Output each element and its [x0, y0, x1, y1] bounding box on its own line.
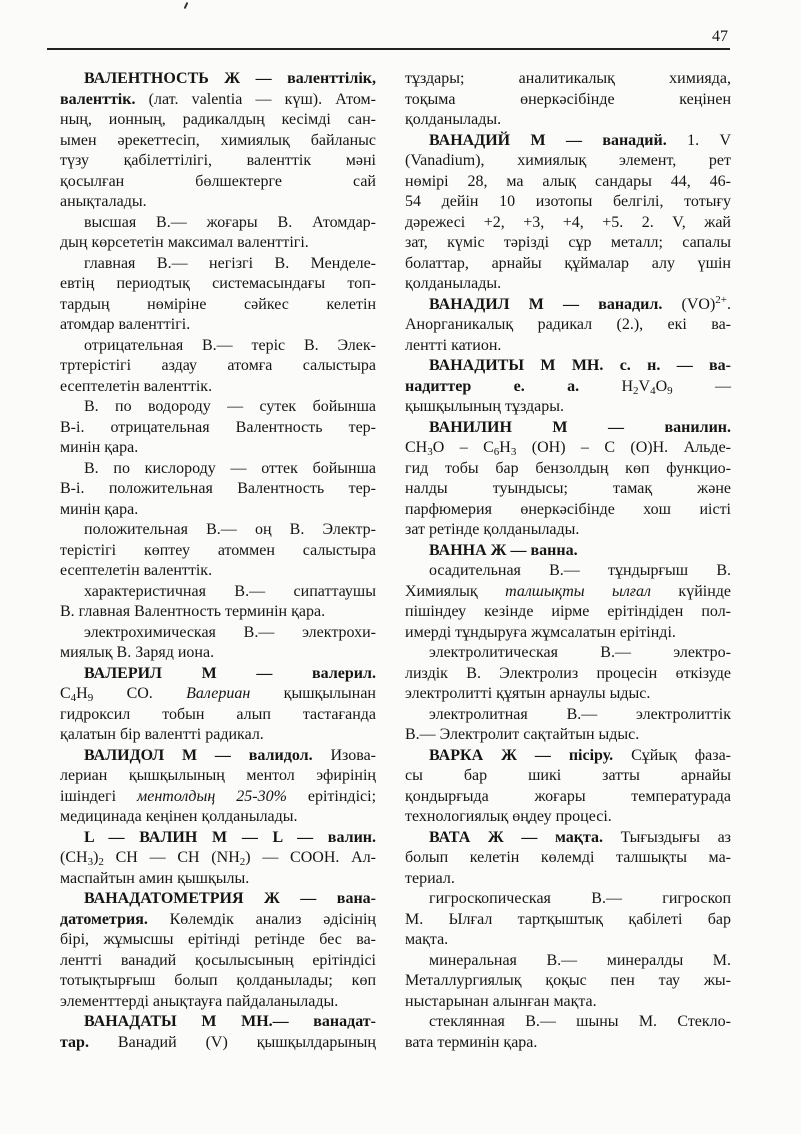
entry-text: қалатын бір валентті радикал. [60, 726, 264, 743]
entry-text: налды туындысы; тамақ және [405, 480, 731, 497]
subscript: 3 [510, 446, 517, 458]
entry-text: . [727, 295, 732, 313]
entry-text: лериан қышқылының ментол эфирінің [60, 767, 376, 784]
entry-text: тардың нөміріне сәйкес келетін [60, 295, 376, 313]
entry-line [60, 192, 376, 213]
entry-text: гигроскопическая В.— гигроскоп [429, 890, 731, 907]
entry-text: H [76, 685, 88, 702]
entry-text: CH [405, 439, 428, 456]
entry-line [60, 889, 376, 910]
entry-text: зат ретінде қолданылады. [405, 521, 580, 538]
entry-line [60, 725, 376, 746]
entry-text: 1. V [666, 131, 732, 149]
entry-line [60, 684, 376, 705]
entry-text: электролитная В.— электролиттік [429, 705, 731, 723]
entry-text: минін қара. [60, 500, 139, 518]
entry-text: элементтерді анықтауға пайдаланылады. [60, 992, 339, 1010]
entry-text: В. по водороду — сутек бойынша [84, 398, 376, 415]
entry-line [405, 254, 731, 275]
entry-text: электролитическая В.— электро- [429, 644, 731, 661]
dictionary-entry [405, 418, 731, 541]
entry-line [60, 213, 376, 234]
entry-text: сы бар шикі затты арнайы [405, 767, 731, 784]
dictionary-entry [405, 295, 731, 357]
entry-line [405, 438, 731, 459]
entry-text: Химиялық [405, 582, 506, 600]
entry-line [405, 992, 731, 1013]
right-column [405, 69, 731, 1053]
entry-line [405, 233, 731, 254]
entry-line [405, 479, 731, 500]
entry-text: — [672, 377, 731, 395]
entry-line [405, 459, 731, 480]
entry-line [60, 828, 376, 849]
headword-text: ВАНАДИТЫ М МН. с. н. — ва- [429, 357, 731, 374]
entry-line [405, 561, 731, 582]
entry-text: (лат. valentia — күш). Атом- [135, 90, 376, 108]
entry-line [405, 397, 731, 418]
entry-text: қышқылының тұздары. [405, 398, 564, 415]
entry-text: медицинада кеңінен қолданылады. [60, 808, 298, 825]
entry-line [405, 192, 731, 213]
dictionary-entry [405, 705, 731, 746]
entry-text: гид тобы бар бензолдың көп функцио- [405, 459, 731, 477]
entry-text: лиздік В. Электролиз процесін өткізуде [405, 664, 731, 682]
entry-text: ерітіндісі; [286, 787, 377, 805]
entry-text: высшая В.— жоғары В. Атомдар- [84, 213, 376, 231]
dictionary-entry [405, 643, 731, 705]
dictionary-entry [60, 213, 376, 254]
dictionary-entry [60, 397, 376, 459]
headword-text: ВАЛЕНТНОСТЬ Ж — валенттілік, [84, 70, 376, 87]
entry-line [405, 295, 731, 316]
entry-text: CO. [93, 685, 187, 702]
entry-text: главная В.— негізгі В. Менделе- [84, 254, 376, 272]
subscript: 9 [87, 692, 94, 704]
subscript: 2 [98, 856, 104, 868]
entry-text: бірі, жұмысшы ерітінді ретінде бес ва- [60, 931, 376, 948]
dictionary-entry [405, 561, 731, 643]
entry-text: В. по кислороду — оттек бойынша [84, 459, 376, 477]
entry-line [60, 254, 376, 275]
entry-text: анықталады. [60, 193, 147, 210]
entry-text: есептелетін валенттік. [60, 562, 213, 579]
dictionary-entry [60, 746, 376, 828]
dictionary-entry [405, 131, 731, 295]
entry-text: (VO) [662, 295, 716, 313]
headword-text: датометрия. [60, 910, 148, 928]
entry-text: V [638, 377, 651, 395]
dictionary-entry [405, 828, 731, 890]
entry-text: Анорганикалық радикал (2.), екі ва- [405, 316, 731, 333]
entry-line [405, 315, 731, 336]
page-number: 47 [712, 28, 728, 45]
entry-text: миялық В. Заряд иона. [60, 644, 215, 661]
entry-line [405, 418, 731, 439]
entry-line [405, 705, 731, 726]
entry-line [405, 336, 731, 357]
headword-text: ВАЛИДОЛ М — валидол. [84, 746, 313, 764]
headword-text: ВАНАДИЛ М — ванадил. [429, 295, 663, 313]
entry-line [60, 131, 376, 152]
entry-text: C [60, 685, 71, 702]
entry-text: терістігі көптеу атоммен салыстыра [60, 541, 376, 559]
entry-line [60, 233, 376, 254]
entry-text: маспайтын амин қышқылы. [60, 869, 250, 887]
entry-line [405, 684, 731, 705]
entry-line [60, 992, 376, 1013]
entry-text: O – C [432, 439, 494, 456]
entry-line [405, 623, 731, 644]
italic-text: талшықты ылғал [505, 582, 652, 600]
entry-text: 54 дейін 10 изотопы белгілі, тотығу [405, 193, 731, 210]
entry-text: ның, ионның, радикалдың кесімді сан- [60, 111, 376, 128]
entry-line [405, 110, 731, 131]
entry-line [60, 951, 376, 972]
entry-line [60, 705, 376, 726]
entry-line [60, 274, 376, 295]
entry-text: тотықтырғыш болып қолданылады; көп [60, 972, 376, 989]
entry-text: минеральная В.— минералды М. [429, 951, 731, 969]
entry-text: В. главная Валентность терминін қара. [60, 603, 326, 620]
entry-line [60, 295, 376, 316]
entry-line [405, 520, 731, 541]
entry-line [405, 356, 731, 377]
entry-line [405, 1012, 731, 1033]
entry-line [60, 664, 376, 685]
entry-text: лентті ванадий қосылысының ерітіндісі [60, 951, 376, 969]
dictionary-entry [60, 623, 376, 664]
entry-text: қолданылады. [405, 111, 502, 128]
entry-text: тоқыма өнеркәсібінде кеңінен [405, 90, 731, 108]
left-column [60, 69, 376, 1053]
subscript: 2 [633, 384, 639, 397]
entry-text: минін қара. [60, 439, 139, 456]
entry-text: нөмірі 28, ма алық сандары 44, 46- [405, 172, 731, 190]
italic-text: Валериан [186, 685, 251, 702]
entry-text: қосылған бөлшектерге сай [60, 172, 376, 190]
subscript: 4 [70, 692, 77, 704]
scan-mark [184, 2, 189, 9]
entry-line [60, 787, 376, 808]
entry-line [405, 766, 731, 787]
entry-text: ) — COOH. Ал- [245, 849, 377, 866]
entry-line [405, 213, 731, 234]
dictionary-entry [405, 889, 731, 951]
entry-line [60, 397, 376, 418]
dictionary-entry [60, 254, 376, 336]
italic-text: ментолдың 25-30% [137, 787, 287, 805]
headword-text: тар. [60, 1033, 89, 1051]
entry-line [60, 1012, 376, 1033]
entry-line [60, 110, 376, 131]
entry-text: Изова- [312, 746, 376, 764]
headword-text: ВАНИЛИН М — ванилин. [429, 418, 731, 436]
entry-line [405, 69, 731, 90]
entry-text: болып келетін көлемді талшықты ма- [405, 849, 731, 866]
entry-text: түзу қабілеттілігі, валенттік мәні [60, 152, 376, 169]
entry-line [405, 869, 731, 890]
entry-line [405, 151, 731, 172]
headword-text: ВАНАДИЙ М — ванадий. [429, 131, 667, 149]
entry-text: ымен әрекеттесіп, химиялық байланыс [60, 131, 376, 149]
dictionary-entry [405, 1012, 731, 1053]
entry-text: тұздары; аналитикалық химияда, [405, 70, 731, 87]
entry-line [405, 664, 731, 685]
subscript: 9 [667, 384, 673, 397]
entry-text: М. Ылғал тартқыштық қабілеті бар [405, 910, 731, 928]
entry-line [60, 500, 376, 521]
entry-line [405, 746, 731, 767]
entry-line [60, 336, 376, 357]
headword-text: валенттік. [60, 90, 136, 108]
entry-line [405, 848, 731, 869]
entry-line [405, 807, 731, 828]
entry-text: стеклянная В.— шыны М. Стекло- [429, 1013, 731, 1030]
entry-text: O [655, 377, 668, 395]
entry-line [60, 315, 376, 336]
entry-line [60, 172, 376, 193]
entry-text: CH — CH (NH [103, 849, 240, 866]
entry-line [405, 582, 731, 603]
entry-text: дәрежесі +2, +3, +4, +5. 2. V, жай [405, 213, 731, 231]
dictionary-entry [405, 69, 731, 131]
entry-text: қышқылынан [250, 685, 376, 702]
dictionary-entry [60, 582, 376, 623]
entry-text: Ванадий (V) қышқылдарының [88, 1033, 376, 1051]
entry-line [60, 623, 376, 644]
entry-text: болаттар, арнайы құймалар алу үшін [405, 254, 731, 272]
entry-text: дың көрсететін максимал валенттігі. [60, 234, 309, 251]
entry-text: Сұйық фаза- [613, 746, 732, 764]
entry-line [405, 602, 731, 623]
entry-line [60, 377, 376, 398]
entry-line [60, 1033, 376, 1054]
entry-text: Тығыздығы аз [603, 828, 731, 846]
entry-text: отрицательная В.— теріс В. Элек- [84, 336, 376, 354]
entry-text: Көлемдік анализ әдісінің [147, 910, 376, 928]
entry-line [405, 828, 731, 849]
subscript: 4 [650, 384, 656, 397]
entry-text: териал. [405, 869, 455, 887]
entry-line [60, 643, 376, 664]
entry-text: ішіндегі [60, 787, 138, 805]
entry-text: H [579, 377, 633, 395]
dictionary-entry [60, 459, 376, 521]
entry-text: қондырғыда жоғары температурада [405, 787, 731, 805]
entry-line [405, 971, 731, 992]
entry-line [60, 356, 376, 377]
entry-text: тртерістігі аздау атомға салыстыра [60, 357, 376, 374]
entry-line [405, 377, 731, 398]
entry-line [60, 582, 376, 603]
entry-line [60, 746, 376, 767]
entry-line [60, 561, 376, 582]
entry-line [60, 869, 376, 890]
entry-text: имерді тұндыруға жұмсалатын ерітінді. [405, 623, 676, 641]
entry-line [60, 971, 376, 992]
subscript: 3 [87, 856, 94, 868]
entry-line [405, 1033, 731, 1054]
entry-text: электрохимическая В.— электрохи- [84, 623, 376, 641]
subscript: 3 [427, 446, 433, 458]
entry-text: технологиялық өңдеу процесі. [405, 808, 612, 825]
header-rule [47, 48, 730, 50]
entry-text: характеристичная В.— сипаттаушы [84, 582, 376, 600]
entry-line [60, 479, 376, 500]
dictionary-entry [405, 951, 731, 1013]
entry-text: осадительная В.— тұндырғыш В. [429, 562, 731, 579]
dictionary-entry [60, 1012, 376, 1053]
dictionary-entry [405, 541, 731, 562]
entry-line [405, 787, 731, 808]
entry-line [405, 274, 731, 295]
entry-text: H [499, 439, 511, 456]
entry-text: қолданылады. [405, 275, 502, 292]
entry-line [60, 848, 376, 869]
entry-line [60, 520, 376, 541]
subscript: 2 [239, 856, 246, 868]
dictionary-entry [60, 69, 376, 213]
entry-text: (Vanadium), химиялық элемент, рет [405, 152, 731, 169]
entry-text: зат, күміс тәрізді сұр металл; сапалы [405, 234, 731, 251]
headword-text: L — ВАЛИН М — L — валин. [84, 828, 376, 846]
entry-text: есептелетін валенттік. [60, 377, 213, 395]
entry-text: парфюмерия өнеркәсібінде хош иісті [405, 500, 731, 518]
entry-line [405, 910, 731, 931]
headword-text: ВАРКА Ж — пісіру. [429, 746, 614, 764]
entry-line [60, 930, 376, 951]
headword-text: надиттер е. а. [405, 377, 580, 395]
entry-text: күйінде [651, 582, 732, 600]
entry-text: Металлургиялық қоқыс пен тау жы- [405, 972, 731, 989]
entry-line [60, 69, 376, 90]
entry-line [405, 930, 731, 951]
dictionary-entry [60, 664, 376, 746]
entry-text: ) [93, 849, 99, 866]
entry-text: В.— Электролит сақтайтын ыдыс. [405, 726, 640, 743]
headword-text: ВАНАДАТЫ М МН.— ванадат- [84, 1013, 376, 1030]
entry-line [405, 541, 731, 562]
entry-text: В-і. отрицательная Валентность тер- [60, 418, 376, 436]
headword-text: ВАЛЕРИЛ М — валерил. [84, 664, 376, 682]
entry-text: лентті катион. [405, 336, 502, 354]
entry-line [405, 172, 731, 193]
entry-text: евтің периодтық системасындағы топ- [60, 275, 376, 292]
dictionary-entry [60, 828, 376, 890]
entry-line [60, 807, 376, 828]
entry-line [60, 459, 376, 480]
entry-line [60, 418, 376, 439]
headword-text: ВАННА Ж — ванна. [429, 541, 578, 559]
entry-line [405, 90, 731, 111]
entry-text: ныстарынан алынған мақта. [405, 992, 597, 1010]
dictionary-entry [60, 889, 376, 1012]
dictionary-entry [405, 746, 731, 828]
entry-line [405, 951, 731, 972]
entry-line [405, 643, 731, 664]
dictionary-entry [405, 356, 731, 418]
entry-line [60, 766, 376, 787]
headword-text: ВАНАДАТОМЕТРИЯ Ж — вана- [84, 890, 376, 907]
dictionary-entry [60, 520, 376, 582]
entry-text: В-і. положительная Валентность тер- [60, 480, 376, 497]
entry-line [405, 725, 731, 746]
entry-line [60, 90, 376, 111]
entry-text: электролитті құятын арнаулы ыдыс. [405, 685, 651, 702]
entry-line [405, 131, 731, 152]
entry-line [405, 500, 731, 521]
entry-text: пішіндеу кезінде иірме ерітіндіден пол- [405, 603, 731, 620]
entry-line [60, 438, 376, 459]
entry-line [405, 889, 731, 910]
entry-text: положительная В.— оң В. Электр- [84, 521, 376, 538]
superscript: 2+ [715, 293, 728, 306]
subscript: 6 [493, 446, 500, 458]
entry-text: мақта. [405, 931, 449, 948]
entry-line [60, 602, 376, 623]
entry-text: вата терминін қара. [405, 1033, 538, 1051]
entry-line [60, 910, 376, 931]
headword-text: ВАТА Ж — мақта. [429, 828, 604, 846]
entry-text: (CH [60, 849, 88, 866]
entry-text: атомдар валенттігі. [60, 316, 191, 333]
entry-line [60, 151, 376, 172]
entry-line [60, 541, 376, 562]
entry-text: гидроксил тобын алып тастағанда [60, 705, 376, 723]
entry-text: (OH) – C (O)H. Альде- [516, 439, 731, 456]
dictionary-entry [60, 336, 376, 398]
